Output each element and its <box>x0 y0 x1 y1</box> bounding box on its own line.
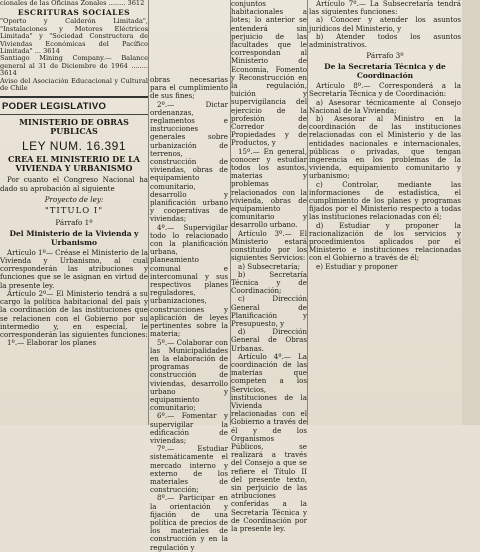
item: a) Conocer y atender los asuntos jurídicos del Ministerio, y <box>309 15 461 33</box>
escrituras-title: ESCRITURAS SOCIALES <box>17 8 131 18</box>
item: b) Secretaría Técnica y de Coordinación; <box>231 269 307 296</box>
column-rule <box>307 0 308 425</box>
column-3 <box>309 0 461 271</box>
index-line: cionales de las Oficinas Zonales ........ 3612 <box>0 0 145 7</box>
section-title: PODER LEGISLATIVO <box>2 101 107 113</box>
paragraph: 6º.— Fomentar y supervigilar la edificación de viviendas; <box>150 411 228 445</box>
proyecto-label: Proyecto de ley: <box>44 194 104 204</box>
paragraph: conjuntos habitacionales a lotes; lo anterior se entenderá sin perjuicio de las facultades que le correspondan al Ministerio de Economía, Fomento y Reconstrucción en la regulación, tuición y supervigilancia del ejercicio de la profesión de Corredor de Propiedades y de Productos, y <box>231 0 307 148</box>
item: c) Controlar, mediante las informaciones de estadística, el cumplimiento de los planes y programas fijados por el Ministerio respecto a todas las instituciones relacionadas con él; <box>309 179 461 222</box>
paragraph: 4º.— Supervigilar todo lo relacionado con la planificación urbana, planeamiento comunal e intercomunal y sus respectivos planes reguladores, urbanizaciones, construcciones y aplicación de leyes pertinentes sobre la materia; <box>150 222 228 339</box>
paragraph: obras necesarias para el cumplimiento de sus fines; <box>150 75 228 101</box>
ministry-title: MINISTERIO DE OBRAS PUBLICAS <box>19 117 129 137</box>
parrafo-heading: Párrafo 3º <box>366 51 404 61</box>
paragraph: 7º.— Estudiar sistemáticamente el mercado interno y externo de los materiales de construcción; <box>150 444 228 495</box>
intro-text: Por cuanto el Congreso Nacional ha dado su aprobación al siguiente <box>0 175 148 193</box>
column-1 <box>0 0 148 347</box>
article-1: Artículo 1º— Créase el Ministerio de la Vivienda y Urbanismo, al cual corresponderán las atribuciones y funciones que se le asignan en virtud de la presente ley. <box>0 247 148 290</box>
index-line: "Oporto y Calderón Limitada", "Instalaciones y Motores Eléctricos Limitada" y "Sociedad Constructora de Viviendas Económicas del Pacífico Limitada" ... 3614 <box>0 17 148 56</box>
column-rule <box>148 0 149 425</box>
index-line: Aviso del Asociación Educacional y Cultural de Chile <box>0 76 148 93</box>
item: a) Asesorar técnicamente al Consejo Nacional de la Vivienda; <box>309 97 461 115</box>
law-number: LEY NUM. 16.391 <box>22 139 126 154</box>
article-8: Artículo 8º.— Corresponderá a la Secretaría Técnica y de Coordinación: <box>309 81 461 99</box>
law-title: CREA EL MINISTERIO DE LA VIVIENDA Y URBANISMO <box>8 154 140 174</box>
article-7: Artículo 7º.— La Subsecretaría tendrá las siguientes funciones: <box>309 0 461 17</box>
paragraph: 15º.— En general, conocer y estudiar todos los asuntos, materias y problemas relacionados con la vivienda, obras de equipamiento comunitario y desarrollo urbano. <box>231 146 307 230</box>
index-top <box>0 0 148 92</box>
titulo-heading: "TITULO I" <box>44 205 104 216</box>
paragraph: 2º.— Dictar ordenanzas, reglamentos e instrucciones generales sobre urbanización de terrenos, construcción de viviendas, obras de equipamiento comunitario, desarrollo y planificación urbano y cooperativas de viviendas; <box>150 99 228 224</box>
item: a) Subsecretaría; <box>238 261 300 271</box>
subsection-title: De la Secretaría Técnica y de Coordinación <box>324 62 446 81</box>
index-line: Santiago Mining Company.— Balance general al 31 de Diciembre de 1964 ........ 3614 <box>0 54 148 78</box>
article-2: Artículo 2º— El Ministerio tendrá a su cargo la política habitacional del país y la coordinación de las instituciones que se relacionen con el Gobierno por su intermedio y, en especial, le corresponderán las siguientes funciones: <box>0 288 148 339</box>
article-4: Artículo 4º.— La coordinación de las materias que competen a los Servicios, instituciones de la Vivienda relacionadas con el Gobierno a través de él y de los Organismos Públicos, se realizará a través del Consejo a que se refiere el Título II del presente texto, sin perjuicio de las atribuciones conferidas a la Secretaría Técnica y de Coordinación por la presente ley. <box>231 351 307 533</box>
article-2-item: 1º.— Elaborar los planes <box>7 338 97 348</box>
item: b) Asesorar al Ministro en la coordinación de las instituciones relacionadas con el Ministerio y de las entidades nacionales e internacionales, públicas o privadas, que tengan ingerencia en los problemas de la vivienda, equipamiento comunitario y urbanismo; <box>309 114 461 181</box>
article-3: Artículo 3º.— El Ministerio estará constituido por los siguientes Servicios: <box>231 228 307 263</box>
column-2-right <box>231 0 307 533</box>
paragraph: 8º.— Participar en la orientación y fijación de una política de precios de los materiales de construcción y en la regulación y <box>150 493 228 552</box>
item: e) Estudiar y proponer <box>316 261 398 271</box>
parrafo-heading: Párrafo 1º <box>55 217 93 227</box>
item: d) Estudiar y proponer la racionalización de los servicios y procedimientos aplicados por el Ministerio e instituciones relacionadas con el Gobierno a través de él; <box>309 220 461 263</box>
column-rule <box>230 0 231 425</box>
divider <box>0 114 148 115</box>
item: d) Dirección General de Obras Urbanas. <box>231 327 307 353</box>
ministry-subtitle: Del Ministerio de la Vivienda y Urbanismo <box>9 228 139 247</box>
divider <box>0 96 148 98</box>
page-edge <box>462 0 480 425</box>
column-2 <box>150 76 228 552</box>
paragraph: 5º.— Colaborar con las Municipalidades en la elaboración de programas de construcción de viviendas, desarrollo urbano y equipamiento comunitario; <box>150 337 228 413</box>
item: b) Atender todos los asuntos administrativos. <box>309 31 461 50</box>
item: c) Dirección General de Planificación y Presupuesto, y <box>231 294 307 328</box>
